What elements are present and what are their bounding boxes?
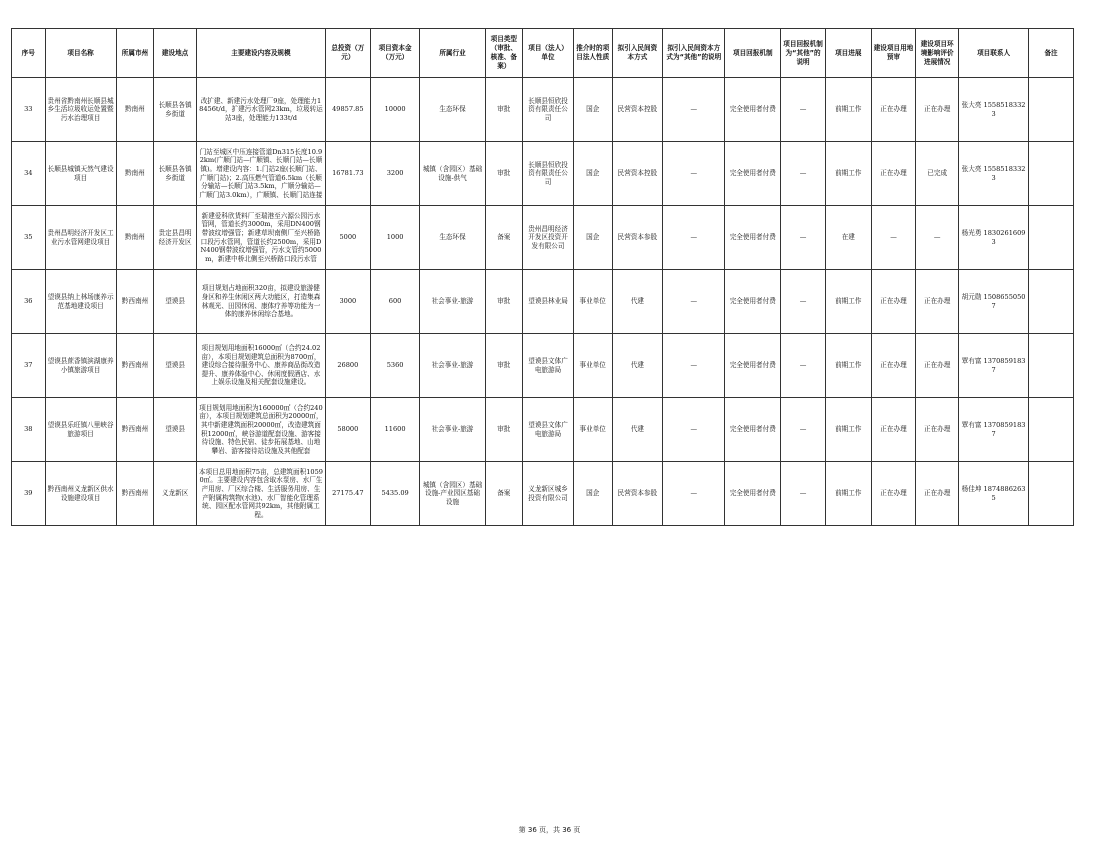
cell-return-note: — bbox=[781, 270, 826, 334]
cell-land: 正在办理 bbox=[871, 270, 916, 334]
cell-total: 49857.85 bbox=[325, 78, 370, 142]
cell-no: 36 bbox=[12, 270, 46, 334]
cell-industry: 社会事业-旅游 bbox=[420, 398, 485, 462]
cell-type: 审批 bbox=[485, 334, 523, 398]
cell-return-note: — bbox=[781, 78, 826, 142]
header-contact: 项目联系人 bbox=[959, 29, 1029, 78]
cell-mode: 民营资本参股 bbox=[612, 462, 663, 526]
table-row bbox=[12, 270, 1074, 334]
cell-return: 完全使用者付费 bbox=[725, 334, 781, 398]
cell-total: 5000 bbox=[325, 206, 370, 270]
cell-city: 黔南州 bbox=[116, 142, 154, 206]
cell-type: 备案 bbox=[485, 462, 523, 526]
header-row bbox=[12, 29, 1074, 78]
header-env: 建设项目环境影响评价进展情况 bbox=[916, 29, 959, 78]
cell-mode-note: — bbox=[663, 334, 725, 398]
cell-mode: 代建 bbox=[612, 398, 663, 462]
cell-mode-note: — bbox=[663, 78, 725, 142]
cell-return-note: — bbox=[781, 142, 826, 206]
cell-capital: 11600 bbox=[370, 398, 420, 462]
cell-land: 正在办理 bbox=[871, 462, 916, 526]
table-row bbox=[12, 334, 1074, 398]
table-row bbox=[12, 206, 1074, 270]
cell-capital: 3200 bbox=[370, 142, 420, 206]
cell-owner: 望谟县林业局 bbox=[523, 270, 574, 334]
cell-env: 正在办理 bbox=[916, 334, 959, 398]
cell-remark bbox=[1029, 206, 1074, 270]
cell-no: 38 bbox=[12, 398, 46, 462]
cell-type: 审批 bbox=[485, 78, 523, 142]
cell-city: 黔南州 bbox=[116, 78, 154, 142]
cell-return: 完全使用者付费 bbox=[725, 462, 781, 526]
cell-total: 16781.73 bbox=[325, 142, 370, 206]
header-return: 项目回报机制 bbox=[725, 29, 781, 78]
cell-owner: 贵州昌明经济开发区投资开发有限公司 bbox=[523, 206, 574, 270]
cell-no: 37 bbox=[12, 334, 46, 398]
header-remark: 备注 bbox=[1029, 29, 1074, 78]
cell-return: 完全使用者付费 bbox=[725, 206, 781, 270]
header-nature: 推介时的项目法人性质 bbox=[573, 29, 612, 78]
cell-capital: 600 bbox=[370, 270, 420, 334]
cell-city: 黔西南州 bbox=[116, 270, 154, 334]
cell-capital: 5435.09 bbox=[370, 462, 420, 526]
cell-content-text: 本项目总用地面积75亩，总建筑面积10590㎡。主要建设内容包含取水泵房、水厂生产用房、厂区综合楼、生活服务用房、生产附属构筑物(水池)、水厂智能化管理系统、园区配水管网共92km，其他附属工程。 bbox=[198, 467, 323, 519]
header-location: 建设地点 bbox=[154, 29, 197, 78]
cell-return: 完全使用者付费 bbox=[725, 142, 781, 206]
cell-owner: 义龙新区城乡投资有限公司 bbox=[523, 462, 574, 526]
cell-mode: 民营资本控股 bbox=[612, 142, 663, 206]
cell-owner: 望谟县文体广电旅游局 bbox=[523, 398, 574, 462]
cell-content-text: 项目规划用地面积16000㎡（合约24.02亩），本项目规划建筑总面积为8700㎡，建设综合接待服务中心、康养商品街改造提升、康养体验中心、休闲度假酒店、水上娱乐设施及相关配套设施建设。 bbox=[201, 344, 321, 387]
cell-capital: 10000 bbox=[370, 78, 420, 142]
cell-return: 完全使用者付费 bbox=[725, 270, 781, 334]
cell-city: 黔西南州 bbox=[116, 334, 154, 398]
cell-location: 长顺县各镇乡街道 bbox=[154, 78, 197, 142]
cell-owner: 长顺县恒欣投资有限责任公司 bbox=[523, 78, 574, 142]
cell-location: 贵定县昌明经济开发区 bbox=[154, 206, 197, 270]
table-row bbox=[12, 142, 1074, 206]
cell-total: 58000 bbox=[325, 398, 370, 462]
cell-mode: 代建 bbox=[612, 334, 663, 398]
cell-owner: 望谟县文体广电旅游局 bbox=[523, 334, 574, 398]
cell-location: 望谟县 bbox=[154, 334, 197, 398]
cell-mode-note: — bbox=[663, 462, 725, 526]
cell-industry: 城镇（含园区）基础设施-产业园区基础设施 bbox=[420, 462, 485, 526]
header-return-note: 项目回报机制为“其他”的说明 bbox=[781, 29, 826, 78]
table-row bbox=[12, 462, 1074, 526]
cell-no: 39 bbox=[12, 462, 46, 526]
cell-env: 正在办理 bbox=[916, 462, 959, 526]
cell-content bbox=[196, 78, 325, 142]
header-content: 主要建设内容及规模 bbox=[196, 29, 325, 78]
cell-env: 正在办理 bbox=[916, 398, 959, 462]
cell-owner: 长顺县恒欣投资有限责任公司 bbox=[523, 142, 574, 206]
cell-nature: 事业单位 bbox=[573, 270, 612, 334]
cell-name: 黔西南州义龙新区供水设施建设项目 bbox=[45, 462, 116, 526]
cell-total: 26800 bbox=[325, 334, 370, 398]
cell-name: 贵州昌明经济开发区工业污水管网建设项目 bbox=[45, 206, 116, 270]
cell-industry: 社会事业-旅游 bbox=[420, 334, 485, 398]
cell-type: 审批 bbox=[485, 398, 523, 462]
header-owner: 项目（法人）单位 bbox=[523, 29, 574, 78]
cell-mode-note: — bbox=[663, 206, 725, 270]
project-table bbox=[11, 28, 1074, 526]
cell-remark bbox=[1029, 270, 1074, 334]
cell-capital: 1000 bbox=[370, 206, 420, 270]
cell-total: 27175.47 bbox=[325, 462, 370, 526]
header-total: 总投资（万元） bbox=[325, 29, 370, 78]
cell-mode: 民营资本控股 bbox=[612, 78, 663, 142]
cell-name: 望谟县纳上林场康养示范基地建设项目 bbox=[45, 270, 116, 334]
cell-content-text: 新建爱科欣货料厂至瑞港至六源公园污水管网，管道长约3000m，采用DN400钢带波纹增强管；新建草坝南侧厂至兴桥路口段污水管网，管道长约2500m，采用DN400钢带波纹增强管，污水支管约5000m，新建中桥北侧至兴桥路口段污水管 bbox=[200, 211, 322, 263]
cell-mode-note: — bbox=[663, 142, 725, 206]
cell-city: 黔南州 bbox=[116, 206, 154, 270]
cell-content bbox=[196, 334, 325, 398]
cell-env: 正在办理 bbox=[916, 78, 959, 142]
cell-progress: 在建 bbox=[825, 206, 871, 270]
cell-no: 35 bbox=[12, 206, 46, 270]
header-city: 所属市州 bbox=[116, 29, 154, 78]
cell-return-note: — bbox=[781, 206, 826, 270]
cell-progress: 前期工作 bbox=[825, 462, 871, 526]
header-name: 项目名称 bbox=[45, 29, 116, 78]
cell-total: 3000 bbox=[325, 270, 370, 334]
cell-contact: 杨佳坤 18748862635 bbox=[959, 462, 1029, 526]
table-row bbox=[12, 398, 1074, 462]
cell-content-text: 改扩建、新建污水处理厂9座，处理能力18456t/d，扩建污水管网23km，垃圾转运站3座，处理能力133t/d bbox=[199, 96, 323, 122]
cell-remark bbox=[1029, 142, 1074, 206]
cell-contact: 覃有富 13708591837 bbox=[959, 398, 1029, 462]
cell-land: 正在办理 bbox=[871, 78, 916, 142]
cell-content bbox=[196, 270, 325, 334]
header-industry: 所属行业 bbox=[420, 29, 485, 78]
cell-mode-note: — bbox=[663, 270, 725, 334]
cell-land: — bbox=[871, 206, 916, 270]
cell-contact: 胡元勋 15086550507 bbox=[959, 270, 1029, 334]
cell-return: 完全使用者付费 bbox=[725, 398, 781, 462]
cell-content-text: 门站至城区中压连接管道Dn315长度10.92km(广顺门站—广顺镇、长顺门站—长顺镇)。增建设内容：1.门站2座(长顺门站、广顺门站)；2.高压燃气管道6.5km（长顺分输站—长顺门站3.5km，广顺分输站—广顺门站3.0km），广顺镇、长顺门站连接 bbox=[199, 147, 323, 199]
cell-name: 望谟县乐旺镇八里峡谷旅游项目 bbox=[45, 398, 116, 462]
cell-progress: 前期工作 bbox=[825, 334, 871, 398]
cell-contact: 覃有富 13708591837 bbox=[959, 334, 1029, 398]
header-no: 序号 bbox=[12, 29, 46, 78]
header-mode-note: 拟引入民间资本方式为“其他”的说明 bbox=[663, 29, 725, 78]
cell-nature: 国企 bbox=[573, 142, 612, 206]
cell-contact: 张大亮 15585183323 bbox=[959, 78, 1029, 142]
cell-content-text: 项目规划用地面积为160000㎡（合约240亩），本项目规划建筑总面积为20000㎡，其中新建建筑面积20000㎡，改造建筑面积12000㎡，峡谷游道配套设施、游客接待设施、特色民宿、徒步拓展基地、山地攀岩、游客接待站设施及其他配套 bbox=[199, 403, 323, 455]
cell-type: 审批 bbox=[485, 270, 523, 334]
header-type: 项目类型（审批、核准、备案） bbox=[485, 29, 523, 78]
cell-name: 望谟县蔗香镇滨湖康养小镇旅游项目 bbox=[45, 334, 116, 398]
cell-land: 正在办理 bbox=[871, 398, 916, 462]
cell-no: 34 bbox=[12, 142, 46, 206]
cell-name: 贵州省黔南州长顺县城乡生活垃圾收运处置暨污水治理项目 bbox=[45, 78, 116, 142]
cell-progress: 前期工作 bbox=[825, 398, 871, 462]
cell-nature: 国企 bbox=[573, 206, 612, 270]
cell-type: 备案 bbox=[485, 206, 523, 270]
cell-type: 审批 bbox=[485, 142, 523, 206]
cell-env: — bbox=[916, 206, 959, 270]
cell-env: 正在办理 bbox=[916, 270, 959, 334]
cell-mode-note: — bbox=[663, 398, 725, 462]
header-mode: 拟引入民间资本方式 bbox=[612, 29, 663, 78]
cell-industry: 社会事业-旅游 bbox=[420, 270, 485, 334]
cell-progress: 前期工作 bbox=[825, 142, 871, 206]
cell-industry: 生态环保 bbox=[420, 78, 485, 142]
cell-remark bbox=[1029, 78, 1074, 142]
cell-land: 正在办理 bbox=[871, 334, 916, 398]
cell-mode: 代建 bbox=[612, 270, 663, 334]
cell-env: 已完成 bbox=[916, 142, 959, 206]
cell-nature: 事业单位 bbox=[573, 398, 612, 462]
table-row bbox=[12, 78, 1074, 142]
cell-nature: 国企 bbox=[573, 462, 612, 526]
cell-return: 完全使用者付费 bbox=[725, 78, 781, 142]
cell-city: 黔西南州 bbox=[116, 398, 154, 462]
cell-remark bbox=[1029, 462, 1074, 526]
cell-nature: 事业单位 bbox=[573, 334, 612, 398]
cell-location: 义龙新区 bbox=[154, 462, 197, 526]
header-capital: 项目资本金（万元） bbox=[370, 29, 420, 78]
cell-city: 黔西南州 bbox=[116, 462, 154, 526]
cell-return-note: — bbox=[781, 334, 826, 398]
cell-industry: 城镇（含园区）基础设施-供气 bbox=[420, 142, 485, 206]
cell-remark bbox=[1029, 334, 1074, 398]
cell-return-note: — bbox=[781, 398, 826, 462]
cell-location: 长顺县各镇乡街道 bbox=[154, 142, 197, 206]
cell-return-note: — bbox=[781, 462, 826, 526]
cell-no: 33 bbox=[12, 78, 46, 142]
cell-contact: 张大亮 15585183323 bbox=[959, 142, 1029, 206]
cell-content bbox=[196, 142, 325, 206]
cell-contact: 杨光勇 18302616093 bbox=[959, 206, 1029, 270]
cell-land: 正在办理 bbox=[871, 142, 916, 206]
cell-progress: 前期工作 bbox=[825, 78, 871, 142]
cell-content bbox=[196, 206, 325, 270]
cell-capital: 5360 bbox=[370, 334, 420, 398]
header-progress: 项目进展 bbox=[825, 29, 871, 78]
cell-location: 望谟县 bbox=[154, 398, 197, 462]
cell-name: 长顺县城镇天然气建设项目 bbox=[45, 142, 116, 206]
cell-progress: 前期工作 bbox=[825, 270, 871, 334]
cell-content bbox=[196, 398, 325, 462]
cell-content bbox=[196, 462, 325, 526]
cell-nature: 国企 bbox=[573, 78, 612, 142]
cell-content-text: 项目规划占地面积320亩，拟建设旅游健身区和养生休闲区两大功能区，打造集森林观光、田园休闲、康体疗养等功能为一体的康养休闲综合基地。 bbox=[201, 284, 321, 319]
cell-location: 望谟县 bbox=[154, 270, 197, 334]
header-land: 建设项目用地预审 bbox=[871, 29, 916, 78]
cell-remark bbox=[1029, 398, 1074, 462]
cell-industry: 生态环保 bbox=[420, 206, 485, 270]
cell-mode: 民营资本参股 bbox=[612, 206, 663, 270]
page-number: 第 36 页，共 36 页 bbox=[518, 826, 581, 834]
